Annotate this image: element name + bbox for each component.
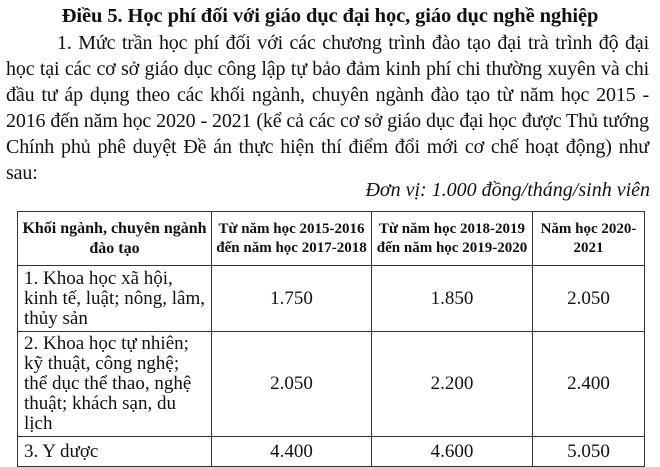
table-row: [18, 266, 645, 332]
row-value: 1.850: [372, 266, 533, 332]
header-period-2: Từ năm học 2018-2019 đến năm học 2019-2020: [372, 212, 533, 266]
row-value: 2.200: [372, 332, 533, 437]
row-value: 2.400: [533, 332, 645, 437]
header-field-group: Khối ngành, chuyên ngành đào tạo: [18, 212, 212, 266]
row-field-name: 1. Khoa học xã hội, kinh tế, luật; nông, lâm, thủy sản: [18, 266, 212, 332]
table-row: [18, 437, 645, 467]
row-value: 2.050: [533, 266, 645, 332]
table-header-row: [18, 212, 645, 266]
row-field-name: 2. Khoa học tự nhiên; kỹ thuật, công nghệ; thể dục thể thao, nghệ thuật; khách sạn, du lịch: [18, 332, 212, 437]
row-field-name: 3. Y dược: [18, 437, 212, 467]
row-value: 4.400: [212, 437, 372, 467]
row-value: 2.050: [212, 332, 372, 437]
table-row: [18, 332, 645, 437]
row-value: 1.750: [212, 266, 372, 332]
tuition-fee-table: [17, 211, 645, 467]
body-paragraph: 1. Mức trần học phí đối với các chương trình đào tạo đại trà trình độ đại học tại các cơ sở giáo dục công lập tự bảo đảm kinh phí chi thường xuyên và chi đầu tư áp dụng theo các khối ngành, chuyên ngành đào tạo từ năm học 2015 - 2016 đến năm học 2020 - 2021 (kể cả các cơ sở giáo dục đại học được Thủ tướng Chính phủ phê duyệt Đề án thực hiện thí điểm đổi mới cơ chế hoạt động) như sau:: [6, 32, 649, 184]
article-heading: Điều 5. Học phí đối với giáo dục đại học, giáo dục nghề nghiệp: [61, 5, 599, 27]
row-value: 5.050: [533, 437, 645, 467]
row-value: 4.600: [372, 437, 533, 467]
unit-note: Đơn vị: 1.000 đồng/tháng/sinh viên: [365, 179, 650, 201]
header-period-1: Từ năm học 2015-2016 đến năm học 2017-2018: [212, 212, 372, 266]
header-period-3: Năm học 2020-2021: [533, 212, 645, 266]
